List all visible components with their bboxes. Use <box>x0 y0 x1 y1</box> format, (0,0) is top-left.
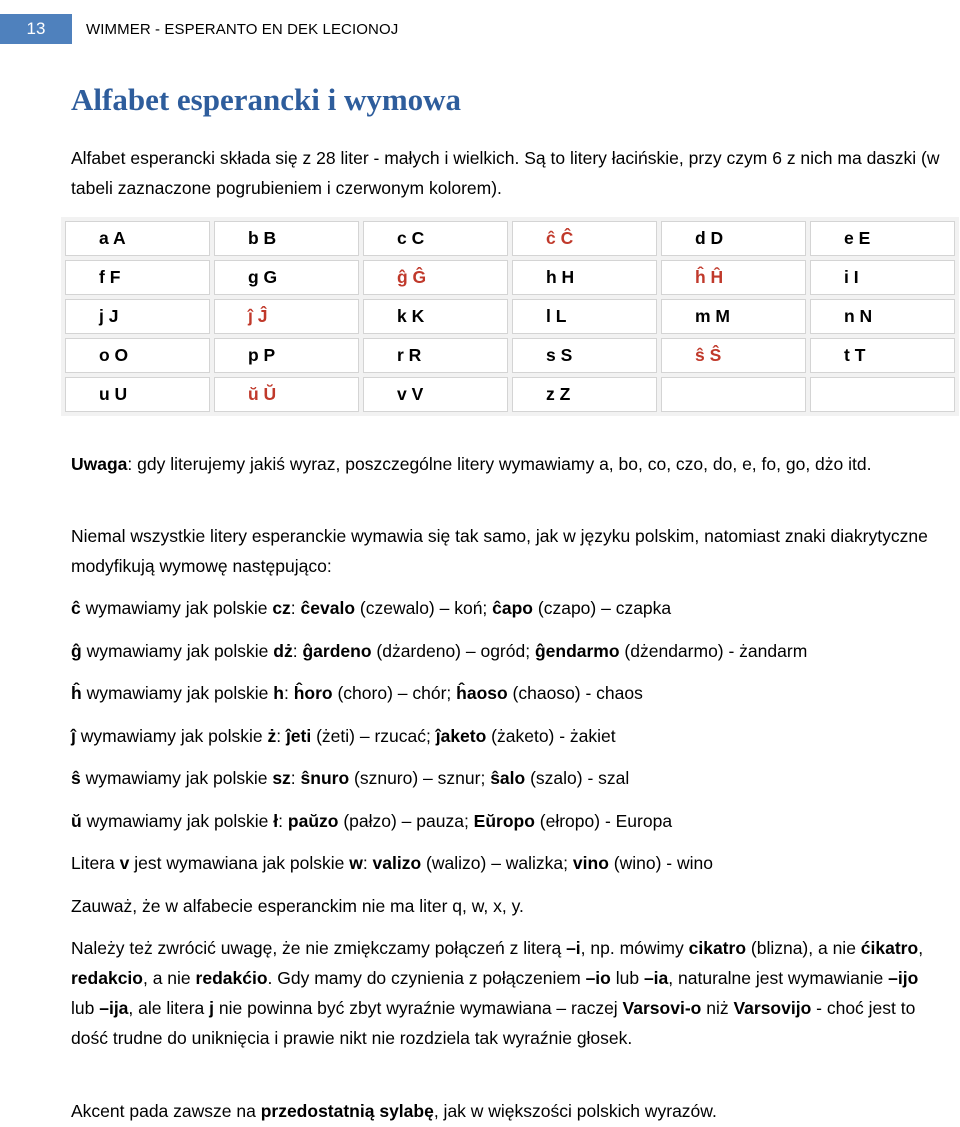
alphabet-row <box>65 338 955 373</box>
alphabet-cell: d D <box>661 221 806 256</box>
alphabet-cell: z Z <box>512 377 657 412</box>
alphabet-cell: c C <box>363 221 508 256</box>
alphabet-cell: ĥ Ĥ <box>661 260 806 295</box>
text-run: Akcent pada zawsze na <box>71 1101 261 1121</box>
bold-text: j <box>209 998 215 1018</box>
pronunciation-rule <box>71 593 941 623</box>
alphabet-cell: b B <box>214 221 359 256</box>
bold-text: ĵeti <box>285 726 312 746</box>
text-run: (czewalo) – koń; <box>355 598 493 618</box>
alphabet-cell: j J <box>65 299 210 334</box>
bold-text: ĝ <box>71 641 82 661</box>
text-run: (szalo) - szal <box>525 768 630 788</box>
text-run: . Gdy mamy do czynienia z połączeniem <box>267 968 586 988</box>
page-number: 13 <box>26 19 46 38</box>
bold-text: w <box>349 853 363 873</box>
text-run: (wino) - wino <box>608 853 713 873</box>
alphabet-cell: ĵ Ĵ <box>214 299 359 334</box>
bold-text: –ijo <box>888 968 919 988</box>
alphabet-cell: h H <box>512 260 657 295</box>
alphabet-cell: o O <box>65 338 210 373</box>
bold-text: v <box>119 853 130 873</box>
pronunciation-rule <box>71 763 941 793</box>
text-run: niż <box>701 998 734 1018</box>
alphabet-cell: k K <box>363 299 508 334</box>
alphabet-table <box>61 217 959 416</box>
bold-text: ĥoro <box>293 683 333 703</box>
bold-text: –io <box>585 968 611 988</box>
text-run: , <box>918 938 924 958</box>
bold-text: –ija <box>99 998 129 1018</box>
text-run: Litera <box>71 853 120 873</box>
alphabet-cell: ĉ Ĉ <box>512 221 657 256</box>
text-run: wymawiamy jak polskie <box>81 641 274 661</box>
text-run: (chaoso) - chaos <box>507 683 643 703</box>
bold-text: ĥ <box>71 683 82 703</box>
text-run: (dżendarmo) - żandarm <box>619 641 808 661</box>
page-header <box>0 0 960 60</box>
text-run: (walizo) – walizka; <box>421 853 573 873</box>
pronunciation-rule <box>71 806 941 836</box>
bold-text: ł <box>273 811 279 831</box>
alphabet-cell: v V <box>363 377 508 412</box>
text-run: (sznuro) – sznur; <box>349 768 491 788</box>
bold-text: h <box>273 683 284 703</box>
bold-text: przedostatnią sylabę <box>260 1101 434 1121</box>
text-run: nie powinna być zbyt wyraźnie wymawiana – raczej <box>214 998 623 1018</box>
alphabet-cell: m M <box>661 299 806 334</box>
running-title: WIMMER - ESPERANTO EN DEK LECIONOJ <box>86 21 399 38</box>
alphabet-cell: ŝ Ŝ <box>661 338 806 373</box>
alphabet-cell: p P <box>214 338 359 373</box>
alphabet-cell: g G <box>214 260 359 295</box>
text-run: , np. mówimy <box>580 938 689 958</box>
bold-text: cz <box>272 598 291 618</box>
pronunciation-rule <box>71 636 941 666</box>
bold-text: ĝendarmo <box>534 641 620 661</box>
text-run: : <box>276 726 286 746</box>
text-run: (choro) – chór; <box>332 683 457 703</box>
intro-paragraph: Alfabet esperancki składa się z 28 liter - małych i wielkich. Są to litery łacińskie, przy czym 6 z nich ma daszki (w tabeli zaznaczone pogrubieniem i czerwonym kolorem). <box>71 148 940 198</box>
bold-text: ĉapo <box>492 598 534 618</box>
alphabet-cell: t T <box>810 338 955 373</box>
bold-text: paŭzo <box>287 811 339 831</box>
text-run: : <box>290 598 301 618</box>
bold-text: Eŭropo <box>473 811 535 831</box>
section-title: Alfabet esperancki i wymowa <box>71 82 462 117</box>
alphabet-cell: s S <box>512 338 657 373</box>
alphabet-cell-empty <box>810 377 955 412</box>
alphabet-cell: i I <box>810 260 955 295</box>
pronunciation-rule <box>71 721 941 751</box>
text-run: (czapo) – czapka <box>533 598 672 618</box>
bold-text: ĵ <box>71 726 76 746</box>
bold-text: ŝalo <box>490 768 526 788</box>
text-run: - choć jest to dość trudne do uniknięcia i prawie nikt nie rozdziela tak wyraźnie głosek. <box>71 998 916 1048</box>
text-run: wymawiamy jak polskie <box>80 768 273 788</box>
text-run: : <box>283 683 294 703</box>
alphabet-cell: u U <box>65 377 210 412</box>
text-run: : <box>292 641 303 661</box>
bold-text: ŝnuro <box>300 768 350 788</box>
text-run: (żeti) – rzucać; <box>311 726 436 746</box>
text-run: jest wymawiana jak polskie <box>129 853 350 873</box>
text-run: : gdy literujemy jakiś wyraz, poszczególne litery wymawiamy a, bo, co, czo, do, e, fo, go, dżo itd. <box>127 454 872 474</box>
text-run: (dżardeno) – ogród; <box>371 641 535 661</box>
bold-text: ćikatro <box>860 938 919 958</box>
bold-text: dż <box>273 641 293 661</box>
text-run: (ełropo) - Europa <box>534 811 673 831</box>
bold-text: ĥaoso <box>456 683 508 703</box>
alphabet-row <box>65 221 955 256</box>
bold-text: ĉevalo <box>300 598 356 618</box>
accent-note <box>71 1096 941 1126</box>
text-run: wymawiamy jak polskie <box>81 683 274 703</box>
text-run: (pałzo) – pauza; <box>338 811 474 831</box>
bold-text: Varsovijo <box>733 998 812 1018</box>
alphabet-cell: r R <box>363 338 508 373</box>
bold-text: vino <box>572 853 609 873</box>
bold-text: redakcio <box>71 968 143 988</box>
alphabet-cell: ĝ Ĝ <box>363 260 508 295</box>
text-run: (blizna), a nie <box>746 938 861 958</box>
page-number-badge <box>0 14 72 44</box>
bold-text: Varsovi-o <box>622 998 702 1018</box>
text-run: , jak w większości polskich wyrazów. <box>433 1101 717 1121</box>
text-run: (żaketo) - żakiet <box>486 726 616 746</box>
pronunciation-intro: Niemal wszystkie litery esperanckie wymawia się tak samo, jak w języku polskim, natomiast znaki diakrytyczne modyfikują wymowę następująco: <box>71 526 928 576</box>
bold-text: cikatro <box>688 938 747 958</box>
softening-note <box>71 933 941 1053</box>
alphabet-row <box>65 299 955 334</box>
bold-text: ĵaketo <box>435 726 487 746</box>
alphabet-cell: l L <box>512 299 657 334</box>
alphabet-cell: n N <box>810 299 955 334</box>
bold-text: Uwaga <box>71 454 128 474</box>
pronunciation-rule <box>71 848 941 878</box>
alphabet-cell: a A <box>65 221 210 256</box>
bold-text: valizo <box>372 853 422 873</box>
spelling-note <box>71 449 941 479</box>
alphabet-cell-empty <box>661 377 806 412</box>
text-run: : <box>278 811 288 831</box>
bold-text: sz <box>272 768 291 788</box>
alphabet-cell: ŭ Ŭ <box>214 377 359 412</box>
bold-text: ĉ <box>71 598 81 618</box>
alphabet-cell: e E <box>810 221 955 256</box>
text-run: , naturalne jest wymawianie <box>668 968 889 988</box>
pronunciation-rule <box>71 678 941 708</box>
bold-text: ŭ <box>71 811 82 831</box>
bold-text: ĝardeno <box>302 641 372 661</box>
bold-text: –ia <box>643 968 669 988</box>
text-run: wymawiamy jak polskie <box>80 598 273 618</box>
text-run: Należy też zwrócić uwagę, że nie zmiękczamy połączeń z literą <box>71 938 567 958</box>
alphabet-row <box>65 260 955 295</box>
alphabet-table-body <box>65 221 955 412</box>
text-run: wymawiamy jak polskie <box>81 811 274 831</box>
missing-letters-note: Zauważ, że w alfabecie esperanckim nie ma liter q, w, x, y. <box>71 896 524 916</box>
bold-text: ż <box>267 726 277 746</box>
bold-text: redakćio <box>195 968 268 988</box>
text-run: lub <box>71 998 100 1018</box>
text-run: : <box>290 768 301 788</box>
alphabet-cell: f F <box>65 260 210 295</box>
bold-text: –i <box>566 938 581 958</box>
text-run: , ale litera <box>128 998 210 1018</box>
bold-text: ŝ <box>71 768 81 788</box>
text-run: wymawiamy jak polskie <box>75 726 268 746</box>
text-run: : <box>362 853 373 873</box>
text-run: , a nie <box>142 968 196 988</box>
text-run: lub <box>610 968 644 988</box>
alphabet-row <box>65 377 955 412</box>
